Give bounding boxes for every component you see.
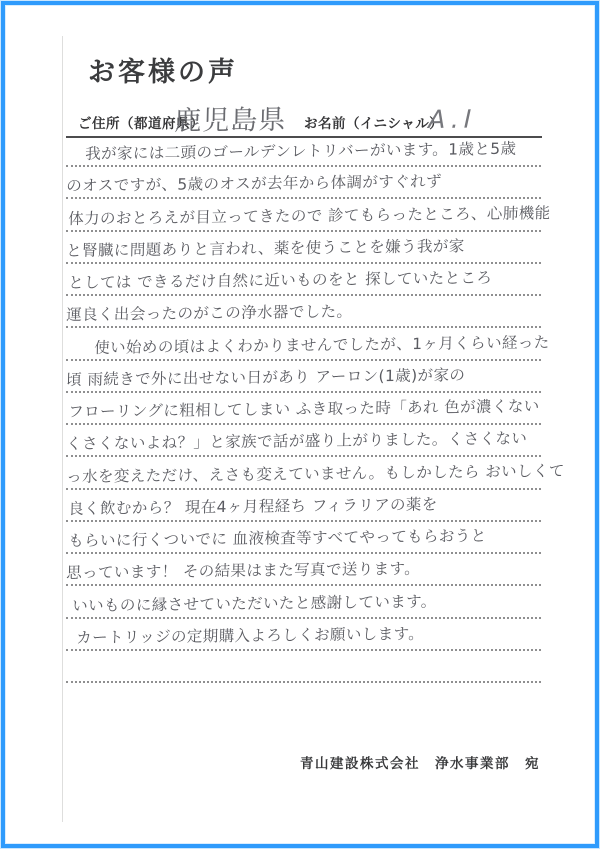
ruled-line	[66, 489, 541, 522]
ruled-line	[66, 166, 541, 199]
page-title: お客様の声	[88, 57, 238, 87]
ruled-line	[66, 199, 551, 232]
handwritten-line: 我が家には二頭のゴールデンレトリバーがいます。1歳と5歳	[85, 139, 517, 163]
ruled-line	[66, 618, 541, 651]
ruled-line	[66, 295, 541, 328]
ruled-line	[66, 521, 541, 554]
handwritten-line: っ水を変えただけ、えさも変えていません。もしかしたら おいしくて	[66, 461, 565, 486]
ruled-line	[66, 134, 541, 167]
handwritten-line: 体力のおとろえが目立ってきたので 診てもらったところ、心肺機能	[68, 203, 551, 228]
ruled-line	[66, 328, 550, 361]
name-handwritten-value: A.I	[428, 104, 477, 134]
ruled-line	[66, 424, 541, 457]
handwritten-line: 頃 雨続きで外に出せない日があり アーロン(1歳)が家の	[66, 365, 466, 389]
ruled-line	[66, 360, 541, 393]
ruled-line	[66, 263, 541, 296]
handwritten-line: 良く飲むから？ 現在4ヶ月程経ち フィラリアの薬を	[68, 495, 438, 518]
handwritten-line: もらいに行くついでに 血液検査等すべてやってもらおうと	[68, 526, 487, 550]
name-label: お名前（イニシャル）	[304, 116, 444, 131]
address-handwritten-value: 鹿児島県	[174, 104, 287, 137]
ruled-line	[66, 650, 541, 683]
footer-recipient: 青山建設株式会社 浄水事業部 宛	[300, 756, 540, 771]
handwritten-line: フローリングに粗相してしまい ふき取った時「あれ 色が濃くない	[68, 397, 540, 421]
handwritten-line: くさくないよね？」と家族で話が盛り上がりました。くさくない	[66, 429, 528, 454]
handwritten-line: 使い始めの頃はよくわかりませんでしたが、1ヶ月くらい経った	[94, 332, 550, 357]
address-label: ご住所（都道府県）	[78, 116, 204, 131]
handwritten-line: いいものに縁させていただいたと感謝しています。	[72, 592, 437, 615]
handwritten-line: としては できるだけ自然に近いものをと 探していたところ	[68, 268, 493, 292]
handwritten-line: 思っています！ その結果はまた写真で送ります。	[66, 559, 421, 583]
ruled-line	[66, 586, 541, 619]
ruled-line	[66, 392, 541, 425]
ruled-line	[66, 553, 541, 586]
handwritten-line: 運良く出会ったのがこの浄水器でした。	[66, 302, 353, 325]
ruled-line	[66, 457, 565, 490]
ruled-line	[66, 231, 541, 264]
scan-artifact-line	[62, 36, 63, 822]
handwritten-line: のオスですが、5歳のオスが去年から体調がすぐれず	[66, 172, 443, 196]
header-field-row	[66, 100, 542, 138]
handwritten-line: カートリッジの定期購入よろしくお願いします。	[76, 624, 425, 647]
handwritten-line: と腎臓に問題ありと言われ、薬を使うことを嫌う我が家	[66, 236, 465, 260]
